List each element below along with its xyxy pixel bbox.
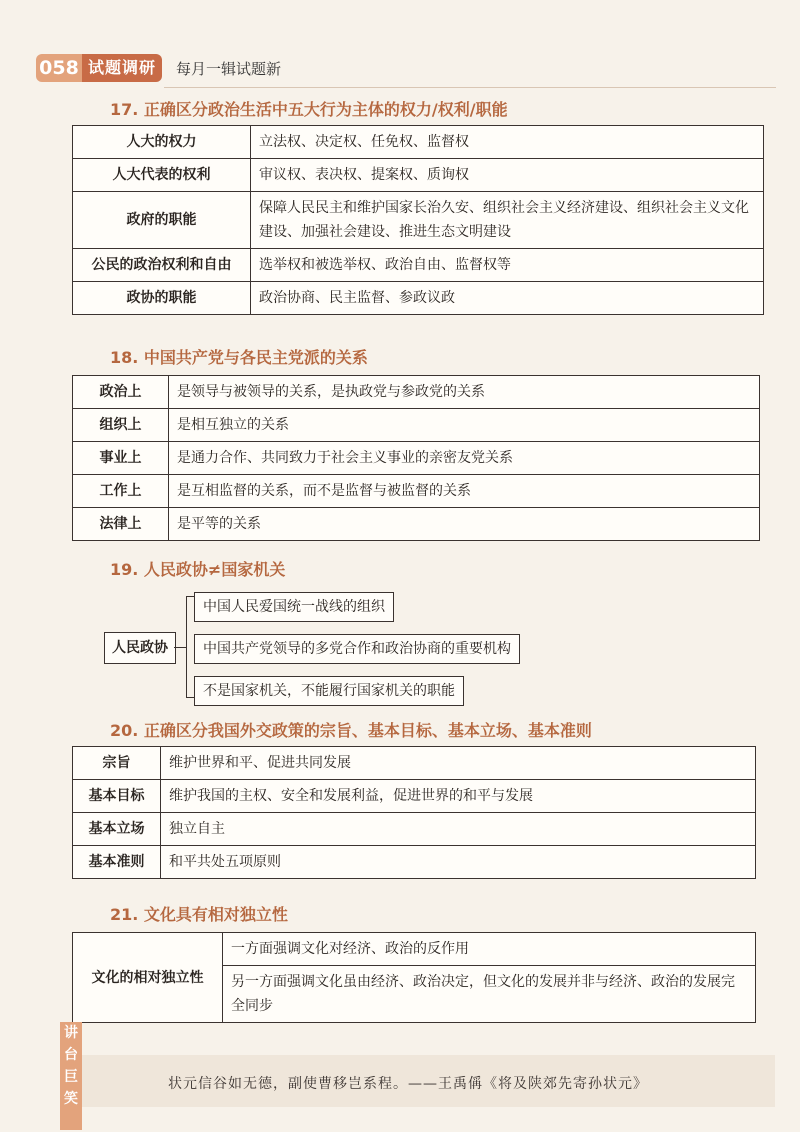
table-row — [73, 780, 756, 813]
row-value: 是互相监督的关系，而不是监督与被监督的关系 — [169, 475, 760, 508]
section-18-title: 18. 中国共产党与各民主党派的关系 — [110, 348, 368, 367]
table-section-20 — [72, 746, 756, 879]
diagram-root: 人民政协 — [104, 632, 176, 664]
row-key: 工作上 — [73, 475, 169, 508]
table-row — [73, 508, 760, 541]
row-key: 人大代表的权利 — [73, 159, 251, 192]
table-row — [73, 409, 760, 442]
column-tagline: 每月一辑试题新 — [176, 60, 282, 78]
row-value: 保障人民民主和维护国家长治久安、组织社会主义经济建设、组织社会主义文化建设、加强社会建设、推进生态文明建设 — [251, 192, 764, 249]
page-header — [36, 50, 776, 90]
row-key: 组织上 — [73, 409, 169, 442]
table-row — [73, 846, 756, 879]
row-key: 政治上 — [73, 376, 169, 409]
row-value: 另一方面强调文化虽由经济、政治决定，但文化的发展并非与经济、政治的发展完全同步 — [223, 966, 756, 1023]
table-section-17 — [72, 125, 764, 315]
row-value: 维护世界和平、促进共同发展 — [161, 747, 756, 780]
row-key: 政府的职能 — [73, 192, 251, 249]
table-row — [73, 813, 756, 846]
footer-quote: 状元信谷如无德，副使曹移岂系程。——王禹偁《将及陕郊先寄孙状元》 — [168, 1076, 648, 1092]
table-row — [73, 192, 764, 249]
table-section-21 — [72, 932, 756, 1023]
diagram-item: 中国共产党领导的多党合作和政治协商的重要机构 — [194, 634, 520, 664]
row-value: 一方面强调文化对经济、政治的反作用 — [223, 933, 756, 966]
row-value: 是领导与被领导的关系，是执政党与参政党的关系 — [169, 376, 760, 409]
row-key: 文化的相对独立性 — [73, 933, 223, 1023]
table-row — [73, 126, 764, 159]
diagram-item: 不是国家机关，不能履行国家机关的职能 — [194, 676, 464, 706]
cppcc-diagram — [104, 588, 574, 708]
column-badge: 试题调研 — [82, 54, 162, 82]
row-value: 立法权、决定权、任免权、监督权 — [251, 126, 764, 159]
diagram-item: 中国人民爱国统一战线的组织 — [194, 592, 394, 622]
table-row — [73, 747, 756, 780]
row-key: 人大的权力 — [73, 126, 251, 159]
diagram-connector — [174, 647, 186, 648]
footer-side-label: 讲台巨笑 — [60, 1022, 82, 1130]
row-value: 审议权、表决权、提案权、质询权 — [251, 159, 764, 192]
table-row — [73, 933, 756, 966]
table-row — [73, 282, 764, 315]
row-value: 独立自主 — [161, 813, 756, 846]
row-key: 基本目标 — [73, 780, 161, 813]
table-row — [73, 442, 760, 475]
table-row — [73, 475, 760, 508]
section-20-title: 20. 正确区分我国外交政策的宗旨、基本目标、基本立场、基本准则 — [110, 721, 592, 740]
row-value: 和平共处五项原则 — [161, 846, 756, 879]
row-value: 是相互独立的关系 — [169, 409, 760, 442]
page-number: 058 — [36, 54, 82, 82]
row-key: 基本立场 — [73, 813, 161, 846]
row-key: 宗旨 — [73, 747, 161, 780]
section-17-title: 17. 正确区分政治生活中五大行为主体的权力/权利/职能 — [110, 100, 508, 119]
row-value: 维护我国的主权、安全和发展利益，促进世界的和平与发展 — [161, 780, 756, 813]
row-key: 基本准则 — [73, 846, 161, 879]
table-section-18 — [72, 375, 760, 541]
table-row — [73, 159, 764, 192]
row-key: 公民的政治权利和自由 — [73, 249, 251, 282]
row-value: 政治协商、民主监督、参政议政 — [251, 282, 764, 315]
table-row — [73, 249, 764, 282]
row-value: 是平等的关系 — [169, 508, 760, 541]
row-key: 法律上 — [73, 508, 169, 541]
header-rule — [164, 87, 776, 88]
row-key: 事业上 — [73, 442, 169, 475]
section-21-title: 21. 文化具有相对独立性 — [110, 905, 288, 924]
table-row — [73, 376, 760, 409]
row-key: 政协的职能 — [73, 282, 251, 315]
row-value: 选举权和被选举权、政治自由、监督权等 — [251, 249, 764, 282]
row-value: 是通力合作、共同致力于社会主义事业的亲密友党关系 — [169, 442, 760, 475]
section-19-title: 19. 人民政协≠国家机关 — [110, 560, 286, 579]
